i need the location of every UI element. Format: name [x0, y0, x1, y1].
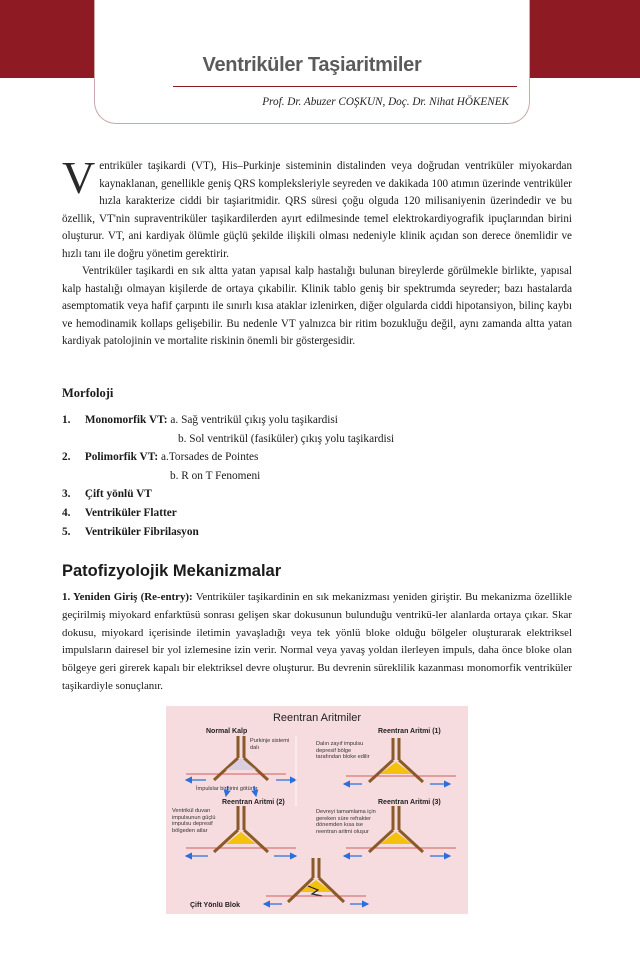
drop-cap: V	[62, 152, 96, 203]
reentry-lead: 1. Yeniden Giriş (Re-entry):	[62, 591, 193, 603]
list-item	[62, 523, 542, 542]
title-divider	[173, 86, 517, 87]
note-r1: Dalın zayıf impulsu depresif bölge tarafından bloke edilir	[316, 741, 370, 761]
panel-label-normal: Normal Kalp	[206, 728, 248, 735]
list-label: Ventriküler Fibrilasyon	[84, 525, 199, 538]
list-label: Ventriküler Flatter	[84, 506, 177, 519]
list-text: a.Torsades de Pointes	[160, 451, 259, 464]
header-band-left	[0, 0, 105, 78]
reentry-text: Ventriküler taşikardinin en sık mekanizması yeniden giriştir. Bu mekanizma özellikle geçirilmiş miyokard enfarktüsü sonrası gelişen skar dokusunun bulunduğu ventrikü-ler alanlarda ortaya çıkar. Skar dokusu, miyokard içerisinde iletimin yavaşladığı veya tek yönlü bloke olduğu bölgeler oluşturarak elektriksel impulsların dairesel bir yol izlemesine izin verir. Normal veya yavaş yoldan ilerleyen impuls, daha önce bloke olan bölgeye geri girerek kapalı bir elektriksel devre oluşturur. Bu devrenin süreklilik kazanması monomorfik ventriküler taşikardiyle sonuçlanır.	[62, 591, 572, 692]
chapter-title: Ventriküler Taşiaritmiler	[202, 54, 422, 76]
intro-text-1: entriküler taşikardi (VT), His–Purkinje sisteminin distalinden veya doğrudan ventriküler miyokardan kaynaklanan, genellikle geniş QRS kompleksleriyle seyreden ve dakikada 100 atımın üzerinde ventriküler hızla karakterize ciddi bir taşiaritmidir. QRS süresi çoğu olguda 120 milisaniyenin üzerindedir ve bu özellik, VT'nin supraventriküler taşikardilerden ayırt edilmesinde temel elektrokardiyografik ipuçlarından birini oluşturur. VT, ani kardiyak ölümle güçlü şekilde ilişkili olması nedeniyle klinik açıdan son derece önemlidir ve hızlı tanı ile doğru yönetim gerektirir.	[62, 160, 572, 260]
list-number: 4.	[62, 506, 71, 519]
chapter-authors: Prof. Dr. Abuzer COŞKUN, Doç. Dr. Nihat HÖKENEK	[262, 96, 509, 108]
panel-label-r3: Reentran Aritmi (3)	[378, 799, 441, 806]
list-item	[62, 485, 542, 504]
bidirectional-block-diagram	[264, 858, 368, 904]
morfoloji-list	[62, 411, 542, 541]
reentry-figure	[166, 706, 468, 914]
chapter-header	[94, 0, 530, 124]
panel-label-r2: Reentran Aritmi (2)	[222, 799, 285, 806]
list-label: Monomorfik VT:	[84, 414, 168, 426]
list-label: Çift yönlü VT	[84, 488, 152, 501]
list-number: 2.	[62, 451, 71, 464]
list-item	[62, 411, 542, 430]
reentry-paragraph	[62, 589, 572, 696]
morfoloji-heading: Morfoloji	[62, 386, 114, 400]
header-band-right	[530, 0, 640, 78]
intro-paragraph-2: Ventriküler taşikardi en sık altta yatan yapısal kalp hastalığı bulunan bireylerde görülmekle birlikte, yapısal kalp hastalığı olmayan kişilerde de ortaya çıkabilir. Klinik tablo geniş bir spektrumda seyreder; bazı hastalarda asemptomatik veya hafif çarpıntı ile sınırlı kısa ataklar izlenirken, diğer olgularda ciddi hipotansiyon, bilinç kaybı ve hemodinamik kollaps gelişebilir. Bu nedenle VT yalnızca bir ritim bozukluğu değil, aynı zamanda altta yatan kardiyak patolojinin ve mortalite riskinin önemli bir göstergesidir.	[62, 265, 572, 348]
list-number: 1.	[62, 414, 71, 426]
list-label: Polimorfik VT:	[84, 451, 159, 464]
list-item	[62, 448, 542, 467]
panel-label-bidirectional: Çift Yönlü Blok	[190, 902, 241, 909]
note-impuls: İmpulslar birbirini götürür	[196, 786, 258, 792]
figure-title: Reentran Aritmiler	[272, 712, 362, 724]
list-number: 5.	[62, 525, 71, 538]
note-r3: Devreyi tamamlama için gereken süre refrakter dönemden kısa ise reentran aritmi oluşur	[316, 809, 376, 835]
note-r2: Ventrikül duvarı impulsunun güçlü impulsu depresif bölgeden atlar	[172, 808, 216, 834]
section-heading: Patofizyolojik Mekanizmalar	[62, 562, 282, 580]
list-text: a. Sağ ventrikül çıkış yolu taşikardisi	[170, 414, 338, 426]
note-purkinje: Purkinje sistemi dalı	[250, 738, 290, 751]
list-item	[62, 504, 542, 523]
list-number: 3.	[62, 488, 71, 501]
intro-paragraph-1	[62, 152, 572, 264]
list-subitem: b. R on T Fenomeni	[170, 469, 261, 482]
list-subitem: b. Sol ventrikül (fasiküler) çıkış yolu taşikardisi	[178, 432, 395, 445]
panel-label-r1: Reentran Aritmi (1)	[378, 728, 441, 735]
